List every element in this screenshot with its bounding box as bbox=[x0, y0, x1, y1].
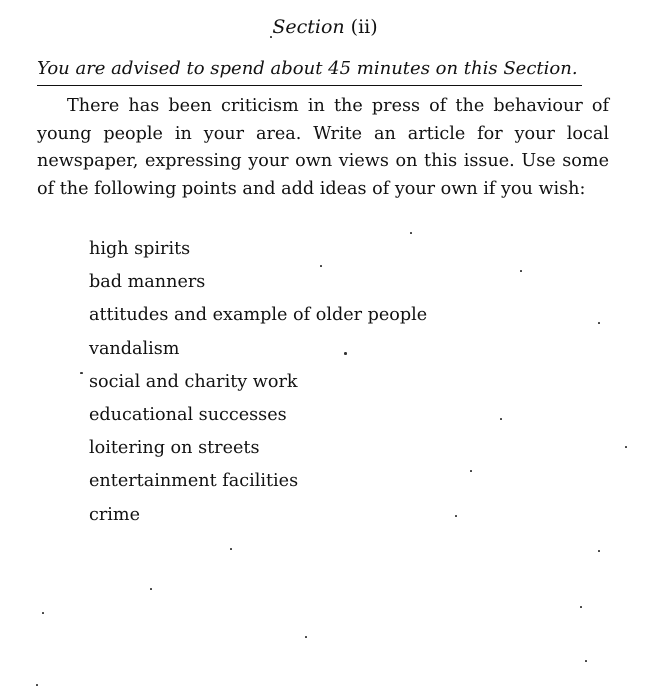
scan-speck bbox=[580, 606, 582, 608]
section-label: Section bbox=[272, 16, 345, 38]
section-heading bbox=[0, 14, 650, 40]
list-item: high spirits bbox=[89, 239, 191, 259]
scan-speck bbox=[150, 588, 152, 590]
section-number: (ii) bbox=[350, 16, 378, 38]
scan-speck bbox=[520, 270, 522, 272]
scan-speck bbox=[80, 372, 83, 374]
scan-speck bbox=[270, 36, 272, 38]
scan-speck bbox=[625, 446, 627, 448]
list-item: educational successes bbox=[89, 404, 287, 425]
scan-speck bbox=[305, 636, 307, 638]
suggested-points-list bbox=[89, 236, 427, 535]
time-advice: You are advised to spend about 45 minutes on this Section. bbox=[37, 56, 582, 86]
list-item: social and charity work bbox=[89, 371, 298, 392]
scan-speck bbox=[320, 265, 322, 267]
scan-speck bbox=[598, 322, 600, 324]
list-item: attitudes and example of older people bbox=[89, 305, 428, 326]
scan-speck bbox=[344, 352, 347, 355]
scan-speck bbox=[36, 684, 38, 686]
scan-speck bbox=[455, 515, 457, 517]
list-item: loitering on streets bbox=[89, 438, 260, 459]
scan-speck bbox=[230, 548, 232, 550]
scan-speck bbox=[410, 232, 412, 234]
scan-speck bbox=[500, 418, 502, 420]
scan-speck bbox=[42, 612, 44, 614]
question-prompt: There has been criticism in the press of the behaviour of young people in your area. Write an article for your local newspaper, expressing your own views on this issue. Use some of the following points and add ideas of your own if you wish: bbox=[37, 96, 609, 199]
list-item: bad manners bbox=[89, 272, 206, 293]
list-item: vandalism bbox=[89, 338, 180, 359]
scan-speck bbox=[470, 470, 472, 472]
scan-speck bbox=[585, 660, 587, 662]
scan-speck bbox=[598, 550, 600, 552]
list-item: crime bbox=[89, 504, 140, 525]
list-item: entertainment facilities bbox=[89, 471, 299, 492]
